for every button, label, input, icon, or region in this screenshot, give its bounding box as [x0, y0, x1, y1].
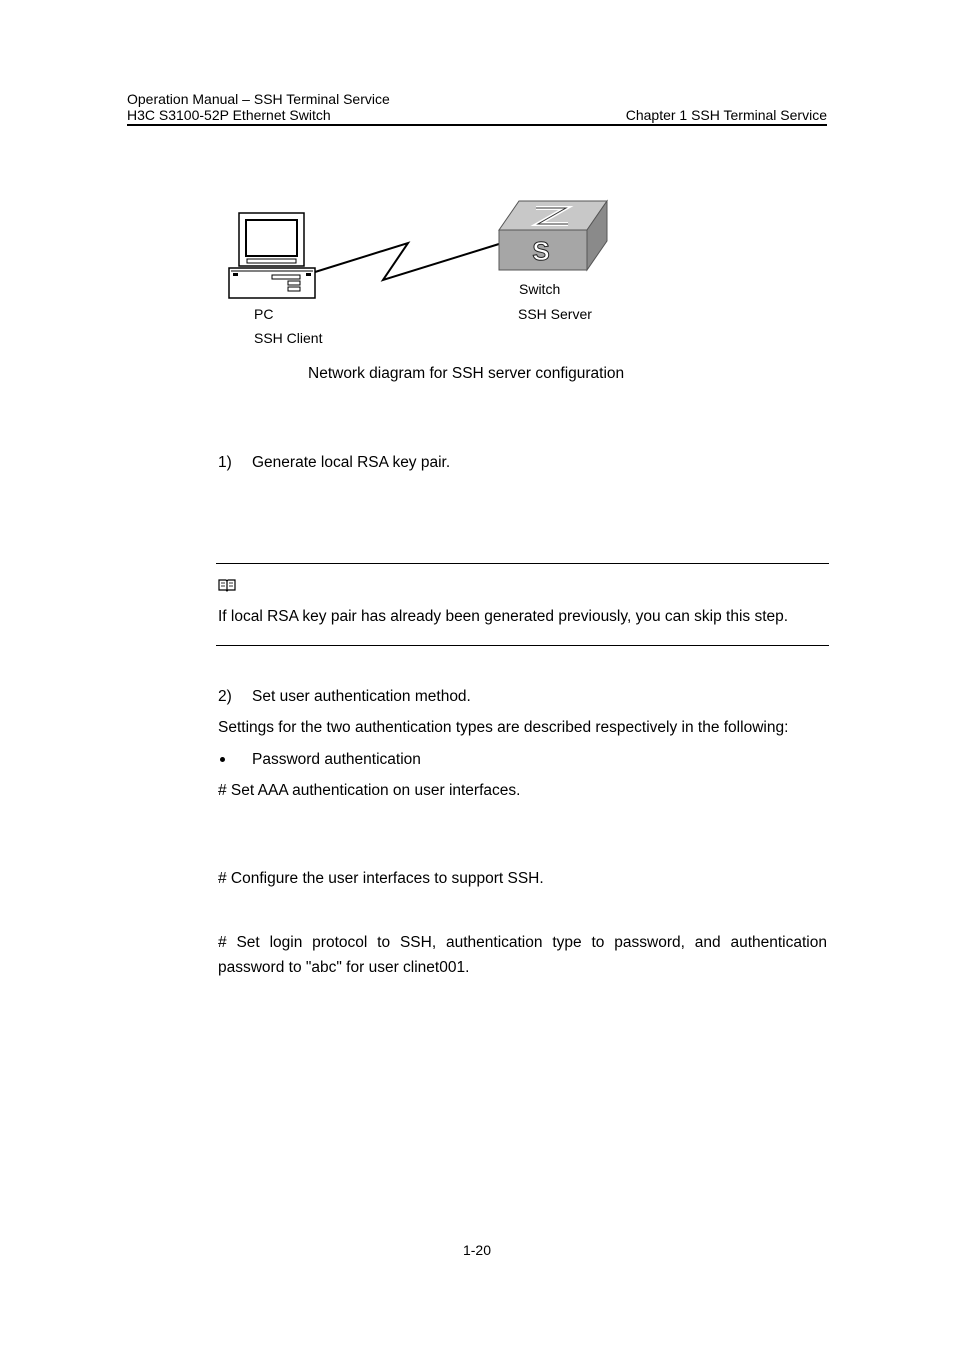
- switch-label: Switch: [519, 281, 561, 297]
- switch-logo-letter: S: [532, 236, 550, 266]
- network-diagram-graphic: [0, 0, 954, 340]
- book-icon: [218, 578, 236, 592]
- figure-caption: Network diagram for SSH server configuration: [308, 365, 625, 382]
- step1-text: Generate local RSA key pair.: [252, 454, 451, 471]
- login-protocol-instruction: # Set login protocol to SSH, authentication type to password, and authentication password to "abc" for user clinet001.: [218, 934, 827, 976]
- pc-role-label: SSH Client: [254, 330, 323, 346]
- note-text: If local RSA key pair has already been generated previously, you can skip this step.: [218, 608, 789, 625]
- switch-device-icon: [499, 201, 607, 270]
- settings-description: Settings for the two authentication types are described respectively in the following:: [218, 719, 789, 736]
- aaa-instruction: # Set AAA authentication on user interfaces.: [218, 782, 521, 799]
- header-product-name: H3C S3100-52P Ethernet Switch: [127, 107, 331, 123]
- step2-text: Set user authentication method.: [252, 688, 471, 705]
- note-top-divider: [216, 563, 829, 564]
- note-bottom-divider: [216, 645, 829, 646]
- ssh-support-instruction: # Configure the user interfaces to support SSH.: [218, 870, 544, 887]
- bullet-password-auth: Password authentication: [252, 751, 421, 768]
- switch-role-label: SSH Server: [518, 306, 592, 322]
- pc-computer-icon: [229, 213, 315, 298]
- pc-label: PC: [254, 306, 274, 322]
- page-number: 1-20: [462, 1242, 492, 1258]
- bullet-dot: [220, 757, 225, 762]
- step1-number: 1): [218, 454, 232, 471]
- header-chapter-title: Chapter 1 SSH Terminal Service: [625, 107, 827, 123]
- step2-number: 2): [218, 688, 232, 705]
- serial-link-line: [315, 243, 499, 280]
- header-manual-title: Operation Manual – SSH Terminal Service: [127, 91, 390, 107]
